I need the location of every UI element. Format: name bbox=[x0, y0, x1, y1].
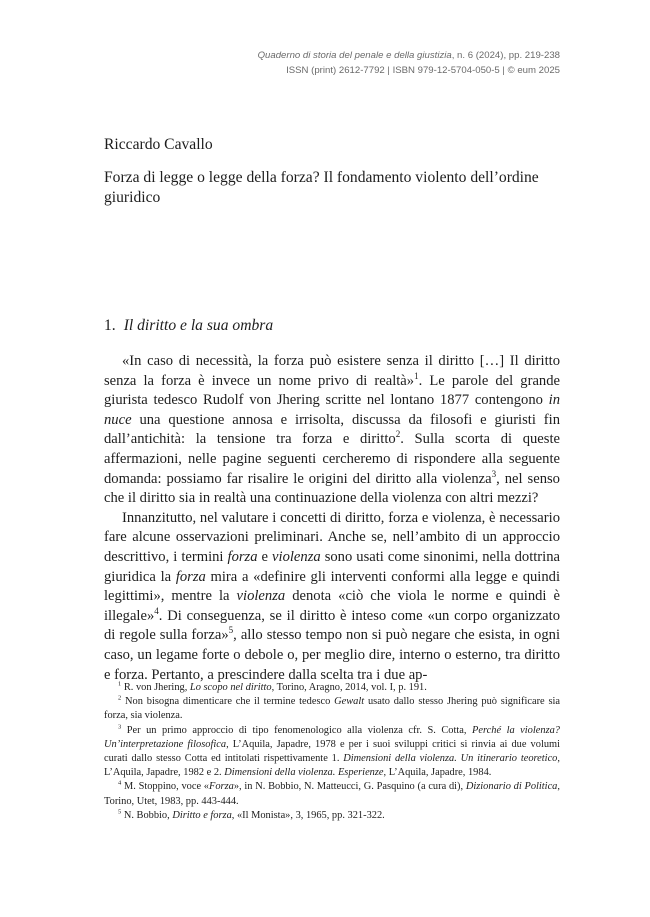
issn-line: ISSN (print) 2612-7792 | ISBN 979-12-5704-050-5 | © eum 2025 bbox=[286, 65, 560, 76]
journal-name: Quaderno di storia del penale e della giustizia bbox=[257, 50, 452, 61]
footnote-ref: 2 bbox=[118, 694, 122, 702]
text-run: , L’Aquila, Japadre, 1984. bbox=[383, 767, 492, 779]
citation-line bbox=[258, 48, 560, 63]
footnote-ref: 2 bbox=[395, 429, 401, 440]
text-run: R. von Jhering, bbox=[121, 682, 190, 693]
text-run: . Sulla scorta di queste affermazioni, nelle pagine seguenti cercheremo di rispondere alla seguente domanda: possiamo far risalire le origini del diritto alla violenza bbox=[104, 431, 560, 487]
text-run: M. Stoppino, voce « bbox=[121, 781, 210, 793]
text-run: . Le parole del grande giurista tedesco Rudolf von Jhering scritte nel lontano 1877 contengono bbox=[104, 372, 560, 409]
text-run: denota «ciò che viola le norme e quindi è illegale» bbox=[104, 588, 560, 624]
section-number: 1. bbox=[104, 317, 116, 334]
footnote-ref: 1 bbox=[118, 680, 122, 688]
footnote-ref: 3 bbox=[118, 723, 122, 731]
italic-run: Perché la violenza? Un’interpretazione filosofica bbox=[104, 724, 560, 750]
text-run: Per un primo approccio di tipo fenomenologico alla violenza cfr. S. Cotta, bbox=[121, 724, 473, 736]
italic-run: forza bbox=[227, 548, 258, 565]
italic-run: Forza bbox=[209, 781, 234, 793]
text-run: , «Il Monista», 3, 1965, pp. 321-322. bbox=[231, 809, 385, 821]
text-run: , L’Aquila, Japadre, 1978 e per i suoi sviluppi critici si rinvia ai due volumi curati dallo stesso Cotta ed intitolati rispettivamente 1. bbox=[104, 738, 560, 765]
footnote-ref: 4 bbox=[154, 605, 159, 616]
text-run: mira a «definire gli interventi conformi alla legge e quindi legittimi», mentre la bbox=[104, 568, 560, 605]
text-run: usato dallo stesso Jhering può significare sia forza, sia violenza. bbox=[104, 696, 561, 722]
italic-run: Lo scopo nel diritto bbox=[189, 682, 272, 693]
text-run: , nel senso che il diritto sia in realtà una continuazione della violenza con altri mezzi? bbox=[104, 470, 560, 507]
footnote-ref: 5 bbox=[228, 625, 234, 636]
article-author: Riccardo Cavallo bbox=[104, 136, 213, 153]
text-run: », in N. Bobbio, N. Matteucci, G. Pasquino (a cura di), bbox=[233, 781, 466, 793]
text-run: , allo stesso tempo non si può negare che esista, in ogni caso, un legame forte o debole o, per meglio dire, interno o esterno, tra diritto e forza. Pertanto, a prescindere dalla scelta tra i due ap- bbox=[104, 627, 561, 683]
italic-run: violenza bbox=[236, 588, 286, 605]
running-header bbox=[258, 48, 560, 78]
text-run: una questione annosa e irrisolta, discussa da filosofi e giuristi fin dall’antichità: la tensione tra forza e diritto bbox=[104, 411, 560, 448]
footnote-ref: 3 bbox=[491, 468, 497, 479]
text-run: , Torino, Utet, 1983, pp. 443-444. bbox=[104, 781, 560, 807]
section-title: Il diritto e la sua ombra bbox=[123, 317, 274, 334]
footnote bbox=[104, 809, 560, 823]
text-run: «In caso di necessità, la forza può esistere senza il diritto […] Il diritto senza la forza è invece un nome privo di realtà» bbox=[104, 353, 560, 389]
footnote-ref: 4 bbox=[118, 779, 122, 787]
footnote-ref: 1 bbox=[414, 370, 419, 381]
footnote bbox=[104, 724, 560, 781]
body-text bbox=[104, 352, 560, 685]
italic-run: violenza bbox=[272, 548, 321, 565]
footnote bbox=[104, 695, 560, 723]
italic-run: Dizionario di Politica bbox=[465, 781, 558, 793]
body-paragraph bbox=[104, 352, 560, 509]
text-run: N. Bobbio, bbox=[121, 809, 173, 821]
text-run: , Torino, Aragno, 2014, vol. I, p. 191. bbox=[271, 682, 427, 693]
footnote bbox=[104, 780, 560, 808]
footnote bbox=[104, 681, 560, 695]
text-run: Non bisogna dimenticare che il termine tedesco bbox=[121, 696, 335, 708]
text-run: e bbox=[257, 548, 273, 565]
footnotes bbox=[104, 681, 560, 823]
text-run: , L’Aquila, Japadre, 1982 e 2. bbox=[104, 753, 560, 779]
article-title: Forza di legge o legge della forza? Il fondamento violento dell’ordine giuridico bbox=[104, 169, 539, 206]
body-paragraph bbox=[104, 509, 560, 685]
italic-run: forza bbox=[175, 568, 206, 585]
footnote-ref: 5 bbox=[118, 808, 122, 816]
text-run: Innanzitutto, nel valutare i concetti di diritto, forza e violenza, è necessario fare alcune osservazioni preliminari. Anche se, nell’ambito di un approccio descrittivo, i termini bbox=[104, 509, 560, 565]
italic-run: Dimensioni della violenza. Esperienze bbox=[224, 767, 384, 779]
italic-run: Dimensioni della violenza. Un itinerario teoretico bbox=[343, 753, 558, 765]
italic-run: in nuce bbox=[104, 392, 560, 428]
italic-run: Gewalt bbox=[334, 696, 365, 708]
text-run: sono usati come sinonimi, nella dottrina giuridica la bbox=[104, 548, 560, 585]
text-run: . Di conseguenza, se il diritto è inteso come «un corpo organizzato di regole sulla forza» bbox=[104, 607, 560, 644]
section-heading bbox=[104, 317, 273, 335]
issue-pages: , n. 6 (2024), pp. 219-238 bbox=[451, 50, 560, 61]
italic-run: Diritto e forza bbox=[172, 809, 232, 821]
